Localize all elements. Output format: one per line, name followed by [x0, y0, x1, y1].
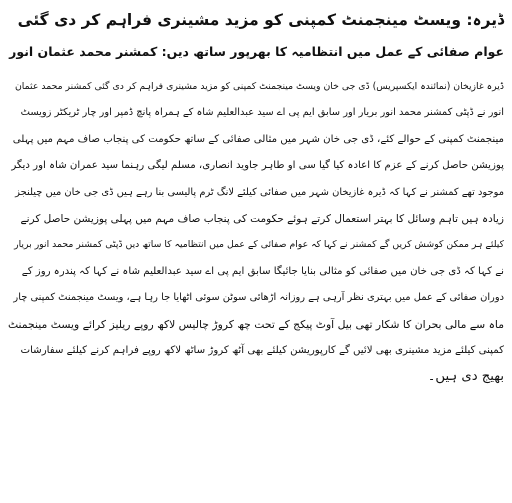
- body-line: پوزیشن حاصل کرنے کے عزم کا اعادہ کیا گیا سی او طاہر جاوید انصاری، مسلم لیگی رہنما سید عمران شاہ اور دیگر: [11, 160, 504, 172]
- article-body: [8, 74, 504, 391]
- body-line: مینجمنٹ کمپنی کے حوالے کئے، ڈی جی خان شہر میں مثالی صفائی کے ساتھ حکومت کی پنجاب صاف مہم میں پہلی: [12, 133, 504, 145]
- body-line: نے کہا کہ ڈی جی خان میں صفائی کو مثالی بنایا جائیگا سابق ایم پی اے سید عبدالعلیم شاہ نے کہا کہ پندرہ روز کے: [21, 265, 504, 277]
- headline: ڈیرہ: ویسٹ مینجمنٹ کمپنی کو مزید مشینری فراہم کر دی گئی: [17, 11, 504, 29]
- body-line: انور نے ڈپٹی کمشنر محمد انور بریار اور سابق ایم پی اے سید عبدالعلیم شاہ کے ہمراہ پانچ ڈمپر اور چار ٹریکٹر زویسٹ: [20, 107, 504, 119]
- body-line: کمپنی کیلئے مزید مشینری بھی لائیں گے کارپوریشن کیلئے بھی آٹھ کروڑ ساٹھ لاکھ روپے فراہم کرنے کیلئے سفارشات: [20, 344, 504, 356]
- body-line: زیادہ ہیں تاہم وسائل کا بہتر استعمال کرتے ہوئے حکومت کی پنجاب صاف مہم میں پہلی پوزیشن حاصل کرنے: [20, 212, 504, 225]
- subheadline: عوام صفائی کے عمل میں انتظامیہ کا بھرپور ساتھ دیں: کمشنر محمد عثمان انور: [9, 44, 504, 59]
- body-line: موجود تھے کمشنر نے کہا کہ ڈیرہ غازیخان شہر میں صفائی کیلئے لانگ ٹرم پالیسی بنا رہے ہیں ڈی جی خان میں چیلنجز: [15, 186, 504, 198]
- body-line: ڈیرہ غازیخان (نمائندہ ایکسپریس) ڈی جی خان ویسٹ مینجمنٹ کمپنی کو مزید مشینری فراہم کر دی گئی کمشنر محمد عثمان: [14, 81, 504, 92]
- body-line: کیلئے ہر ممکن کوشش کریں گے کمشنر نے کہا کہ عوام صفائی کے عمل میں انتظامیہ کا ساتھ دیں ڈپٹی کمشنر محمد انور بریار: [14, 239, 504, 251]
- body-line: ماہ سے مالی بحران کا شکار تھی بیل آوٹ پیکج کے تحت چھ کروڑ چالیس لاکھ روپے ریلیز کرائے ویسٹ مینجمنٹ: [8, 317, 504, 331]
- body-line: دوران صفائی کے عمل میں بہتری نظر آرہی ہے روزانہ اڑھائی سوٹن سوئی اٹھایا جا رہا ہے، ویسٹ مینجمنٹ کمپنی چار: [13, 292, 504, 304]
- body-line: بھیج دی ہیں۔: [427, 369, 504, 385]
